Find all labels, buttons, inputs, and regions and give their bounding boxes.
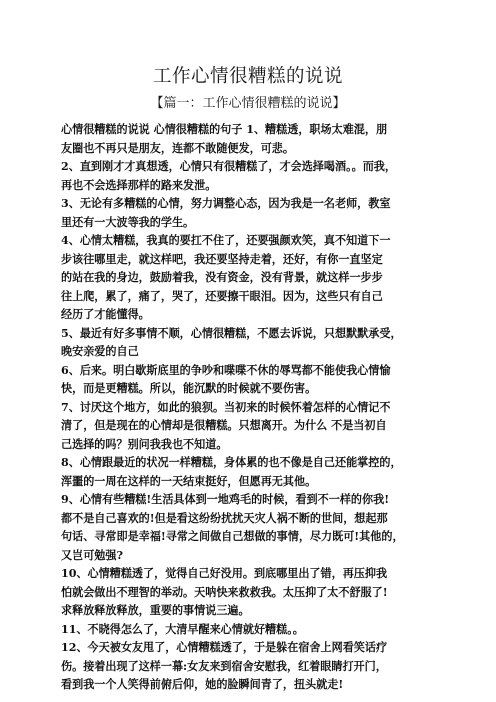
body-line: 9、心情有些糟糕!生活具体到一地鸡毛的时候，看到不一样的你我! <box>61 493 390 506</box>
body-line: 看到我一个人笑得前俯后仰，她的脸瞬间青了，扭头就走! <box>61 678 344 691</box>
body-line: 3、无论有多糟糕的心情，努力调整心态，因为我是一名老师，教室 <box>61 197 391 210</box>
body-line: 又岂可勉强? <box>61 548 123 562</box>
body-line: 12、今天被女友甩了，心情糟糕透了，于是躲在宿舍上网看笑话疗 <box>61 641 388 654</box>
body-line: 2、直到刚才才真想透，心情只有很糟糕了，才会选择喝酒。。而我， <box>61 160 396 173</box>
body-line: 10、心情糟糕透了，觉得自己好没用。到底哪里出了错，再压抑我 <box>61 567 388 580</box>
body-line: 伤。接着出现了这样一幕:女友来到宿舍安慰我，红着眼睛打开门， <box>61 659 387 673</box>
body-line: 里还有一大波等我的学生。 <box>61 215 195 229</box>
body-line: 求释放释放释放，重要的事情说三遍。 <box>61 604 250 617</box>
body-line: 心情很糟糕的说说 心情很糟糕的句子 1、糟糕透，职场太难混，朋 <box>61 123 388 136</box>
body-line: 的站在我的身边，鼓励着我，没有资金，没有背景，就这样一步步 <box>61 271 383 284</box>
body-line: 句话、寻常即是幸福!寻常之间做自己想做的事情，尽力既可!其他的， <box>61 530 404 543</box>
body-line: 7、讨厌这个地方，如此的狼狈。当初来的时候怀着怎样的心情记不 <box>61 400 391 414</box>
body-line: 5、最近有好多事情不顺，心情很糟糕，不愿去诉说，只想默默承受， <box>61 326 402 340</box>
body-line: 怕就会做出不理智的举动。天呐快来救救我。太压抑了太不舒服了! <box>61 585 388 599</box>
body-line: 晚安亲爱的自己 <box>61 345 139 358</box>
body-line: 己选择的吗？别问我我也不知道。 <box>61 437 228 451</box>
document-title: 工作心情很糟糕的说说 <box>152 66 343 87</box>
body-line: 都不是自己喜欢的!但是看这纷纷扰扰天灾人祸不断的世间，想起那 <box>61 511 388 525</box>
body-line: 快，而是更糟糕。所以，能沉默的时候就不要伤害。 <box>61 382 317 395</box>
body-line: 往上爬，累了，痛了，哭了，还要擦干眼泪。因为，这些只有自己 <box>61 289 383 303</box>
body-line: 清了，但是现在的心情却是很糟糕。只想离开。为什么 不是当初自 <box>61 419 387 432</box>
body-line: 11、不晓得怎么了，大清早醒来心情就好糟糕。。 <box>61 622 304 636</box>
body-line: 4、心情太糟糕，我真的要扛不住了，还要强颜欢笑，真不知道下一 <box>61 234 391 247</box>
section-heading: 【篇一：工作心情很糟糕的说说】 <box>150 96 346 111</box>
body-line: 步该往哪里走，就这样吧，我还要坚持走着，还好，有你一直坚定 <box>61 252 383 266</box>
document-body <box>61 121 446 695</box>
body-line: 6、后来。明白歇斯底里的争吵和喋喋不休的辱骂都不能使我心情愉 <box>61 363 391 377</box>
body-line: 8、心情跟最近的状况一样糟糕，身体累的也不像是自己还能掌控的， <box>61 456 402 469</box>
body-line: 经历了才能懂得。 <box>61 308 150 321</box>
body-line: 浑噩的一周在这样的一天结束挺好，但愿再无其他。 <box>61 474 317 488</box>
body-line: 再也不会选择那样的路来发泄。 <box>61 178 217 192</box>
body-line: 友圈也不再只是朋友，连都不敢随便发，可悲。 <box>61 141 294 155</box>
